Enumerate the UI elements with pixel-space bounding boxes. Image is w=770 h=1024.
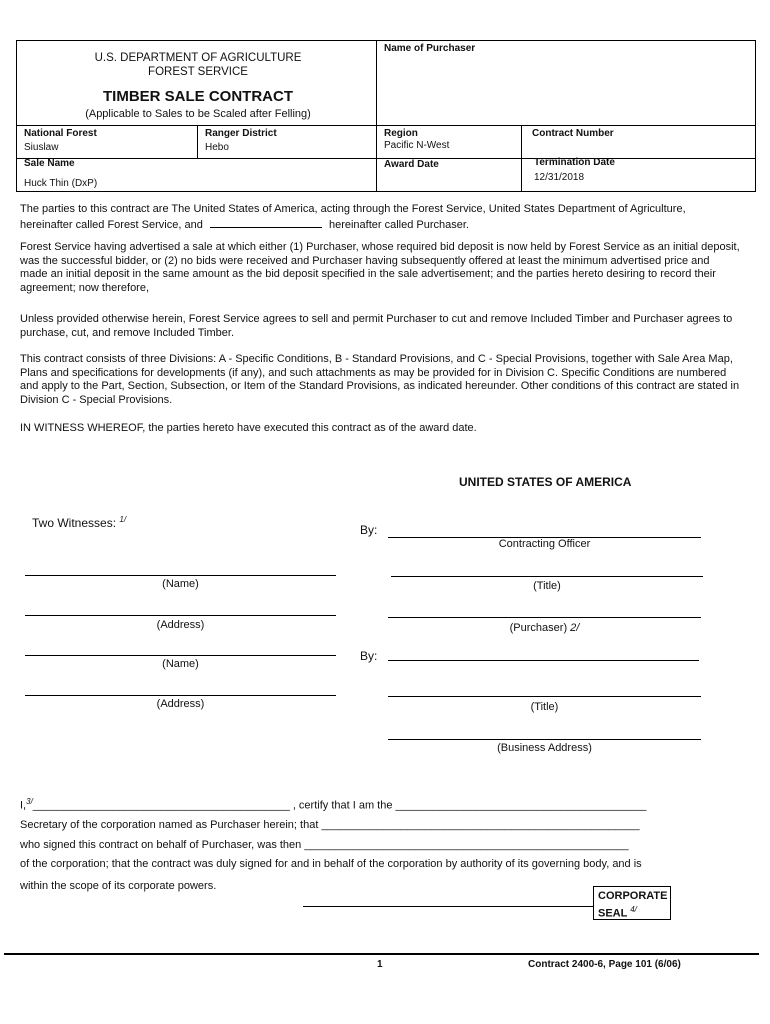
divisions-paragraph: This contract consists of three Divisions: A - Specific Conditions, B - Standard Provisions, and C - Special Provisions, together with Sale Area Map, Plans and specifications for developments (if any), and such attachments as may be provided for in Division C. Specific Conditions are numbered and apply to the Part, Section, Subsection, or Item of the Standard Provisions, as indicated hereunder. Other conditions of this contract are stated in Division C - Special Provisions. <box>20 353 740 406</box>
parties-line-2 <box>20 217 740 233</box>
footnote-4: 4/ <box>630 905 637 914</box>
cert-position-blank[interactable]: _____________________________________________________ <box>304 839 629 851</box>
cert-name-blank[interactable]: __________________________________________ <box>32 799 290 812</box>
seal-line-1: CORPORATE <box>598 890 668 902</box>
business-address-label: (Business Address) <box>497 742 592 754</box>
service-name: FOREST SERVICE <box>148 66 248 78</box>
footnote-3: 3/ <box>26 797 33 806</box>
purchaser-label-text: (Purchaser) <box>509 622 568 634</box>
cert-signer-blank[interactable]: ____________________________________________________ <box>321 819 640 831</box>
page-subtitle: (Applicable to Sales to be Scaled after Felling) <box>85 108 311 120</box>
purchaser-title-label: (Title) <box>530 701 559 713</box>
purchaser-line[interactable] <box>388 617 701 618</box>
contract-reference: Contract 2400-6, Page 101 (6/06) <box>528 959 681 970</box>
sale-name-value: Huck Thin (DxP) <box>24 178 98 189</box>
witness-2-address-label: (Address) <box>156 698 205 710</box>
witness-2-name-line[interactable] <box>25 655 336 656</box>
parties-line-1: The parties to this contract are The United States of America, acting through the Forest Service, United States Department of Agriculture, <box>20 203 686 215</box>
certification-line-3 <box>20 839 629 851</box>
cert-office-blank[interactable]: _________________________________________ <box>395 799 647 812</box>
certification-line-1 <box>20 797 646 812</box>
by-label-1: By: <box>360 523 378 537</box>
witness-1-name-label: (Name) <box>162 578 199 590</box>
witness-2-address-line[interactable] <box>25 695 336 696</box>
page-title: TIMBER SALE CONTRACT <box>103 88 293 105</box>
seal-text: SEAL <box>598 907 628 920</box>
officer-title-label: (Title) <box>533 580 561 592</box>
footer-rule <box>4 953 759 955</box>
cert-line-3-text: who signed this contract on behalf of Purchaser, was then <box>20 839 302 851</box>
cert-mid-text: , certify that I am the <box>292 799 393 812</box>
ranger-district-value: Hebo <box>205 142 229 153</box>
seal-line-2 <box>598 903 666 921</box>
united-states-heading: UNITED STATES OF AMERICA <box>459 475 632 489</box>
termination-date-value: 12/31/2018 <box>534 172 585 183</box>
ranger-district-label: Ranger District <box>205 128 277 139</box>
region-value: Pacific N-West <box>384 140 450 151</box>
award-date-label: Award Date <box>384 159 439 170</box>
cert-line-2-text: Secretary of the corporation named as Purchaser herein; that <box>20 819 319 831</box>
purchaser-title-line[interactable] <box>388 696 701 697</box>
witness-1-name-line[interactable] <box>25 575 336 576</box>
parties-paragraph <box>20 203 740 232</box>
officer-title-line[interactable] <box>391 576 703 577</box>
purchaser-label <box>388 622 701 634</box>
purchaser-signature-line[interactable] <box>388 660 699 661</box>
agency-block <box>20 51 376 79</box>
certification-line-2 <box>20 819 640 831</box>
contract-number-label: Contract Number <box>532 128 614 139</box>
national-forest-label: National Forest <box>24 128 97 139</box>
cert-i-prefix: I, <box>20 799 27 812</box>
termination-date-label: Termination Date <box>534 157 615 168</box>
page-number: 1 <box>377 959 383 970</box>
national-forest-value: Siuslaw <box>24 142 59 153</box>
corporate-seal-box <box>593 886 671 920</box>
by-label-2: By: <box>360 649 378 663</box>
certification-line-4: of the corporation; that the contract was duly signed for and in behalf of the corporation by authority of its governing body, and is <box>20 858 642 870</box>
witness-1-address-label: (Address) <box>156 619 205 631</box>
name-of-purchaser-label: Name of Purchaser <box>384 43 476 54</box>
parties-line-2-start: hereinafter called Forest Service, and <box>20 218 203 231</box>
advertised-sale-paragraph: Forest Service having advertised a sale at which either (1) Purchaser, whose required bid deposit is now held by Forest Service as an initial deposit, was the successful bidder, or (2) no bids were received and Purchaser having subsequently offered at least the minimum advertised price and made an initial deposit in the same amount as the bid deposit specified in the sale advertisement; and the parties hereto desiring to record their agreement; now therefore, <box>20 241 740 294</box>
witness-whereof-paragraph: IN WITNESS WHEREOF, the parties hereto have executed this contract as of the award date. <box>20 422 477 434</box>
purchaser-blank <box>210 217 322 228</box>
footnote-1: 1/ <box>119 515 127 524</box>
witness-2-name-label: (Name) <box>162 658 199 670</box>
parties-line-2-end: hereinafter called Purchaser. <box>328 218 469 231</box>
agency-name: U.S. DEPARTMENT OF AGRICULTURE <box>94 52 302 64</box>
footnote-2: 2/ <box>570 622 580 634</box>
business-address-line[interactable] <box>388 739 701 740</box>
secretary-signature-line[interactable] <box>303 906 593 907</box>
certification-line-5: within the scope of its corporate powers. <box>20 880 217 892</box>
two-witnesses-label <box>32 515 126 530</box>
agreement-paragraph: Unless provided otherwise herein, Forest Service agrees to sell and permit Purchaser to cut and remove Included Timber and Purchaser agrees to purchase, cut, and remove Included Timber. <box>20 313 733 339</box>
contracting-officer-label: Contracting Officer <box>498 538 591 550</box>
two-witnesses-text: Two Witnesses: <box>32 516 117 530</box>
sale-name-label: Sale Name <box>24 158 75 169</box>
region-label: Region <box>384 128 418 139</box>
witness-1-address-line[interactable] <box>25 615 336 616</box>
